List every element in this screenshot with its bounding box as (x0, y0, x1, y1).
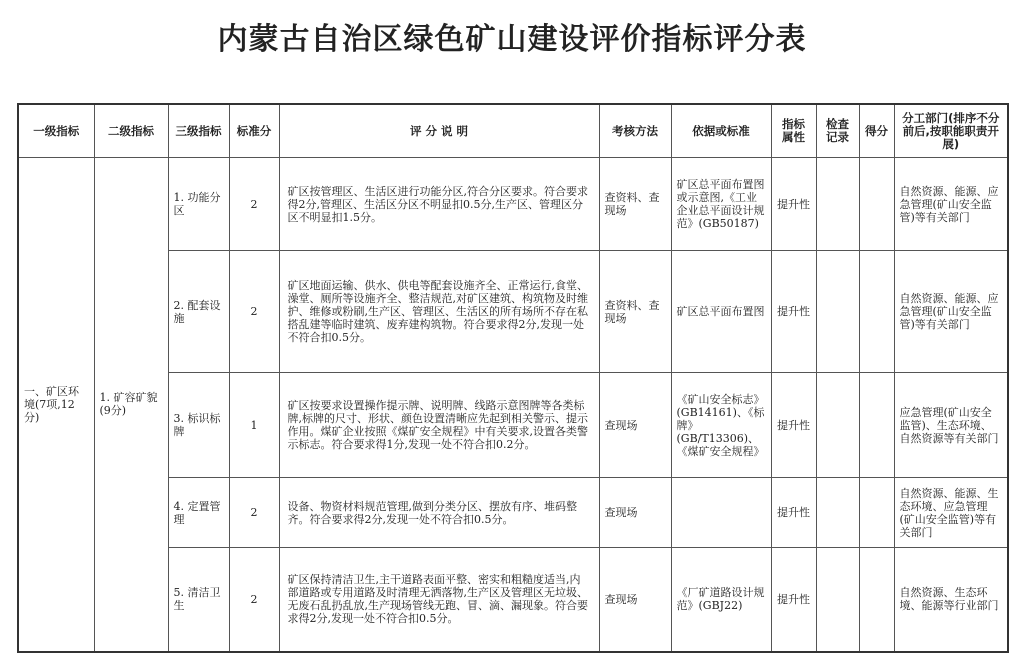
assessment-method: 查资料、查现场 (599, 158, 671, 251)
inspection-record[interactable] (816, 478, 859, 548)
scoring-description: 矿区按要求设置操作提示牌、说明牌、线路示意图牌等各类标牌,标牌的尺寸、形状、颜色设置清晰应先起到相关警示、提示作用。煤矿企业按照《煤矿安全规程》中有关要求,设置各类警示标志。符合要求得1分,发现一处不符合扣0.2分。 (279, 373, 599, 478)
header-cell: 检查记录 (816, 104, 859, 158)
basis-standard: 《矿山安全标志》(GB14161)、《标牌》(GB/T13306)、《煤矿安全规程》 (671, 373, 771, 478)
assessment-method: 查现场 (599, 373, 671, 478)
basis-standard: 《厂矿道路设计规范》(GBJ22) (671, 548, 771, 652)
standard-score: 2 (229, 478, 279, 548)
standard-score: 2 (229, 548, 279, 652)
standard-score: 2 (229, 158, 279, 251)
inspection-record[interactable] (816, 158, 859, 251)
level3-indicator: 2. 配套设施 (168, 251, 229, 373)
responsible-department: 自然资源、能源、应急管理(矿山安全监管)等有关部门 (894, 158, 1008, 251)
header-cell: 依据或标准 (671, 104, 771, 158)
score-obtained[interactable] (859, 251, 894, 373)
inspection-record[interactable] (816, 548, 859, 652)
responsible-department: 应急管理(矿山安全监管)、生态环境、自然资源等有关部门 (894, 373, 1008, 478)
header-cell: 指标属性 (771, 104, 816, 158)
basis-standard (671, 478, 771, 548)
responsible-department: 自然资源、生态环境、能源等行业部门 (894, 548, 1008, 652)
table-row (18, 158, 1008, 251)
header-row (18, 104, 1008, 158)
assessment-method: 查现场 (599, 478, 671, 548)
indicator-attribute: 提升性 (771, 478, 816, 548)
basis-standard: 矿区总平面布置图 (671, 251, 771, 373)
header-cell: 一级指标 (18, 104, 94, 158)
level1-indicator: 一、矿区环境(7项,12分) (18, 158, 94, 652)
page-title: 内蒙古自治区绿色矿山建设评价指标评分表 (217, 22, 807, 57)
score-obtained[interactable] (859, 373, 894, 478)
indicator-attribute: 提升性 (771, 158, 816, 251)
scoring-description: 矿区地面运输、供水、供电等配套设施齐全、正常运行,食堂、澡堂、厕所等设施齐全、整洁规范,对矿区建筑、构筑物及时维护、维修或粉刷,生产区、管理区、生活区的所有场所不存在私搭乱建等临时建筑、废弃建构筑物。符合要求得2分,发现一处不符合扣0.5分。 (279, 251, 599, 373)
header-cell: 得分 (859, 104, 894, 158)
indicator-attribute: 提升性 (771, 373, 816, 478)
scoring-description: 设备、物资材料规范管理,做到分类分区、摆放有序、堆码整齐。符合要求得2分,发现一处不符合扣0.5分。 (279, 478, 599, 548)
basis-standard: 矿区总平面布置图或示意图,《工业企业总平面设计规范》(GB50187) (671, 158, 771, 251)
standard-score: 2 (229, 251, 279, 373)
header-cell: 评 分 说 明 (279, 104, 599, 158)
header-cell: 三级指标 (168, 104, 229, 158)
header-cell: 考核方法 (599, 104, 671, 158)
responsible-department: 自然资源、能源、生态环境、应急管理(矿山安全监管)等有关部门 (894, 478, 1008, 548)
header-cell: 二级指标 (94, 104, 168, 158)
level2-indicator: 1. 矿容矿貌(9分) (94, 158, 168, 652)
scoring-description: 矿区保持清洁卫生,主干道路表面平整、密实和粗糙度适当,内部道路或专用道路及时清理无洒落物,生产区及管理区无垃圾、无废石乱扔乱放,生产现场管线无跑、冒、滴、漏现象。符合要求得2分,发现一处不符合扣0.5分。 (279, 548, 599, 652)
header-cell: 标准分 (229, 104, 279, 158)
score-obtained[interactable] (859, 548, 894, 652)
scoring-description: 矿区按管理区、生活区进行功能分区,符合分区要求。符合要求得2分,管理区、生活区分区不明显扣0.5分,生产区、管理区分区不明显扣1.5分。 (279, 158, 599, 251)
standard-score: 1 (229, 373, 279, 478)
scoring-table (17, 103, 1009, 653)
level3-indicator: 5. 清洁卫生 (168, 548, 229, 652)
assessment-method: 查资料、查现场 (599, 251, 671, 373)
indicator-attribute: 提升性 (771, 251, 816, 373)
responsible-department: 自然资源、能源、应急管理(矿山安全监管)等有关部门 (894, 251, 1008, 373)
inspection-record[interactable] (816, 251, 859, 373)
header-cell: 分工部门(排序不分前后,按职能职责开展) (894, 104, 1008, 158)
inspection-record[interactable] (816, 373, 859, 478)
level3-indicator: 4. 定置管理 (168, 478, 229, 548)
indicator-attribute: 提升性 (771, 548, 816, 652)
score-obtained[interactable] (859, 478, 894, 548)
score-obtained[interactable] (859, 158, 894, 251)
level3-indicator: 3. 标识标牌 (168, 373, 229, 478)
assessment-method: 查现场 (599, 548, 671, 652)
level3-indicator: 1. 功能分区 (168, 158, 229, 251)
